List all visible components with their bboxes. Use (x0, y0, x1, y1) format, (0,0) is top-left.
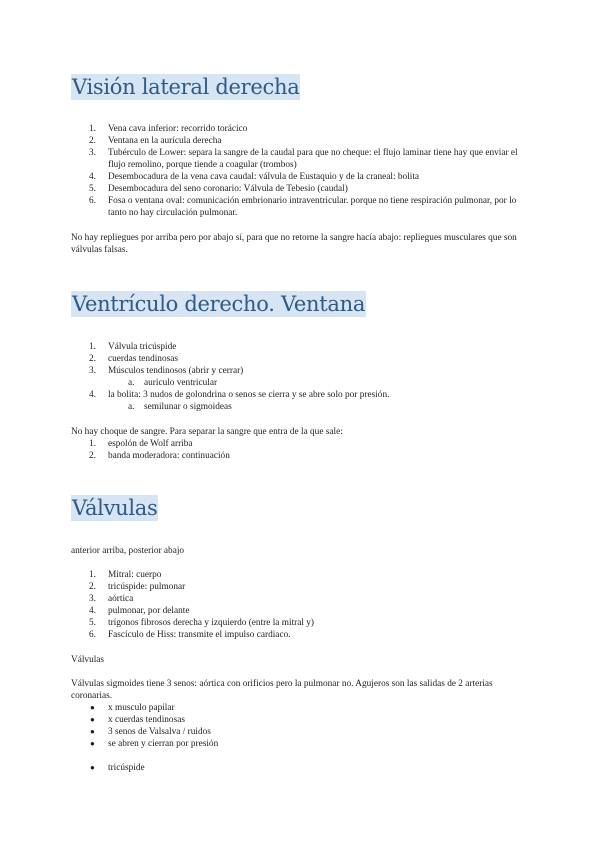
bullet-icon: ● (90, 727, 95, 736)
list-item: ● tricúspide (90, 763, 145, 773)
section-ventriculo (0, 291, 600, 317)
list-item: 3. aórtica (89, 594, 134, 604)
list-item: 5. Desembocadura del seno coronario: Válvula de Tebesio (caudal) (89, 184, 348, 194)
paragraph-choque: No hay choque de sangre. Para separar la sangre que entra de la que sale: (71, 427, 343, 437)
heading-vision-lateral: Visión lateral derecha (72, 75, 300, 99)
list-item: ● 3 senos de Valsalva / ruidos (90, 727, 211, 737)
bullet-icon: ● (90, 763, 95, 772)
heading-ventriculo: Ventrículo derecho. Ventana (72, 292, 366, 316)
paragraph-sigmoides: Válvulas sigmoides tiene 3 senos: aórtica con orificios pero la pulmonar no. Agujeros son las salidas de 2 arterias coronarias. (71, 679, 493, 701)
list-item: 4. Desembocadura de la vena cava caudal: válvula de Eustaquio y de la craneal: bolita (89, 172, 420, 182)
bullet-icon: ● (90, 703, 95, 712)
list-item: 2. tricúspide: pulmonar (89, 582, 186, 592)
label-valvulas: Válvulas (71, 655, 105, 665)
list-item: 4. la bolita: 3 nudos de golondrina o senos se cierra y se abre solo por presión. (89, 390, 390, 400)
list-item: 2. cuerdas tendinosas (89, 354, 178, 364)
section-vision-lateral (0, 74, 600, 100)
bullet-list-valvulas (0, 702, 600, 750)
list-vision-lateral (0, 123, 600, 219)
bullet-icon: ● (90, 739, 95, 748)
heading-valvulas: Válvulas (72, 496, 158, 520)
list-item: 1. Mitral: cuerpo (89, 570, 162, 580)
bullet-list-tricuspide (0, 762, 600, 774)
list-item: 2. Ventana en la aurícula derecha (89, 136, 222, 146)
list-item: 3. Tubérculo de Lower: separa la sangre de la caudal para que no cheque: el flujo laminar tiene hay que enviar el flujo remolino, porque tiende a coagular (trombos) (89, 148, 518, 170)
list-valvulas (0, 569, 600, 641)
list-item: ● se abren y cierran por presión (90, 739, 219, 749)
list-ventriculo (0, 341, 600, 413)
list-item: 6. Fosa o ventana oval: comunicación embrionario intraventricular. porque no tiene respiración pulmonar, por lo tanto no hay circulación pulmonar. (89, 196, 517, 218)
list-item: ● x musculo papilar (90, 703, 175, 713)
list-item: 3. Músculos tendinosos (abrir y cerrar) (89, 366, 244, 376)
sub-list-item: a. semilunar o sigmoideas (128, 402, 232, 412)
list-item: 1. Vena cava inferior: recorrido torácico (89, 124, 248, 134)
list-item: 4. pulmonar, por delante (89, 606, 190, 616)
bullet-icon: ● (90, 715, 95, 724)
list-separar-sangre (0, 438, 600, 462)
list-item: 1. Válvula tricúspide (89, 342, 177, 352)
list-item: 5. trígonos fibrosos derecha y izquierdo (entre la mitral y) (89, 618, 315, 628)
paragraph-repliegues: No hay repliegues por arriba pero por abajo sí, para que no retorne la sangre hacía abajo: repliegues musculares que son válvulas falsas. (71, 233, 517, 255)
list-item: 6. Fascículo de Hiss: transmite el impulso cardiaco. (89, 630, 291, 640)
list-item: 1. espolón de Wolf arriba (89, 439, 193, 449)
list-item: ● x cuerdas tendinosas (90, 715, 185, 725)
paragraph-anterior: anterior arriba, posterior abajo (71, 546, 185, 556)
sub-list-item: a. auriculo ventricular (128, 378, 218, 388)
list-item: 2. banda moderadora: continuación (89, 451, 230, 461)
section-valvulas (0, 495, 600, 521)
